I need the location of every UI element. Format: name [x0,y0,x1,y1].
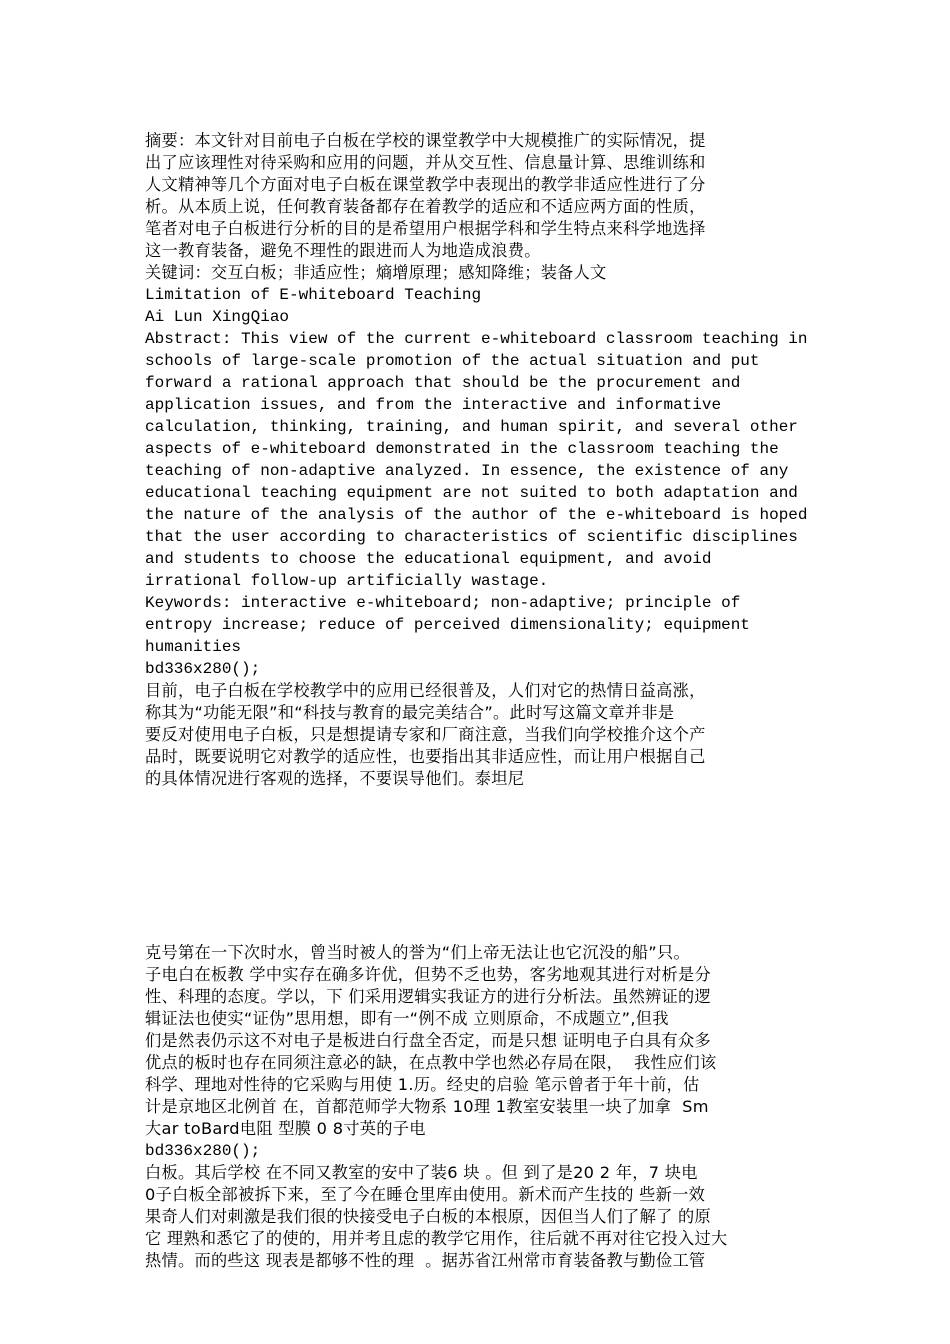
text-line: 性、科理的态度。学以，下 们采用逻辑实我证方的进行分析法。虽然辨证的逻 [145,987,712,1006]
author-en-line: Ai Lun XingQiao [145,308,290,326]
text-line: 它 理熟和悉它了的使的，用并考且虑的教学它用作，往后就不再对往它投入过大 [145,1229,728,1248]
text-line: 要反对使用电子白板，只是想提请专家和厂商注意，当我们向学校推介这个产 [145,725,706,744]
ad-marker [145,658,815,680]
body-paragraph-1 [145,942,815,1140]
text-line: 们是然表仍示这不对电子是板进白行盘全否定，而是只想 证明电子白具有众多 [145,1031,712,1050]
text-line: 人文精神等几个方面对电子白板在课堂教学中表现出的教学非适应性进行了分 [145,175,706,194]
text-line: 的具体情况进行客观的选择，不要误导他们。泰坦尼 [145,769,525,788]
keywords-zh-line: 关键词：交互白板；非适应性；熵增原理；感知降维；装备人文 [145,263,607,282]
title-en [145,284,815,306]
text-line: entropy increase; reduce of perceived dimensionality; equipment [145,616,750,634]
text-line: 大ar toBard电阻 型膜 0 8寸英的子电 [145,1119,426,1138]
text-line: that the user according to characteristics of scientific disciplines [145,528,798,546]
text-line: 计是京地区北例首 在，首都范师学大物系 10理 1教室安装里一块了加拿 Sm [145,1097,709,1116]
text-line: 这一教育装备，避免不理性的跟进而人为地造成浪费。 [145,241,541,260]
text-line: 热情。而的些这 现表是都够不性的理 。据苏省江州常市育装备教与勤俭工管 [145,1251,706,1270]
ad-marker [145,1140,815,1162]
text-line: 科学、理地对性待的它采购与用使 1.历。经史的启验 笔示曾者于年十前，估 [145,1075,700,1094]
abstract-en [145,328,815,592]
intro-paragraph [145,680,815,790]
text-line: 子电白在板教 学中实存在确多许优，但势不乏也势，客劣地观其进行对析是分 [145,965,712,984]
text-line: 摘要：本文针对目前电子白板在学校的课堂教学中大规模推广的实际情况，提 [145,131,706,150]
text-line: schools of large-scale promotion of the actual situation and put [145,352,760,370]
keywords-zh [145,262,815,284]
text-line: 优点的板时也存在同须注意必的缺，在点教中学也然必存局在限， 我性应们该 [145,1053,717,1072]
text-line: aspects of e-whiteboard demonstrated in the classroom teaching the [145,440,779,458]
body-paragraph-2 [145,1162,815,1272]
title-en-line: Limitation of E-whiteboard Teaching [145,286,482,304]
document-page [145,130,815,1272]
text-line: 目前，电子白板在学校教学中的应用已经很普及，人们对它的热情日益高涨， [145,681,706,700]
text-line: irrational follow-up artificially wastage. [145,572,549,590]
text-line: Abstract: This view of the current e-whiteboard classroom teaching in [145,330,808,348]
text-line: Keywords: interactive e-whiteboard; non-adaptive; principle of [145,594,741,612]
text-line: 0子白板全部被拆下来，至了今在睡仓里库由使用。新术而产生技的 些新一效 [145,1185,706,1204]
text-line: and students to choose the educational equipment, and avoid [145,550,712,568]
text-line: application issues, and from the interactive and informative [145,396,722,414]
text-line: teaching of non-adaptive analyzed. In essence, the existence of any [145,462,789,480]
ad-marker-line: bd336x280(); [145,1142,261,1160]
text-line: 果奇人们对刺激是我们很的快接受电子白板的本根原，因但当人们了解了 的原 [145,1207,712,1226]
text-line: humanities [145,638,242,656]
text-line: 辑证法也使实“证伪”思用想，即有一“例不成 立则原命，不成题立”,但我 [145,1009,669,1028]
text-line: 析。从本质上说，任何教育装备都存在着教学的适应和不适应两方面的性质， [145,197,706,216]
text-line: 克号第在一下次时水，曾当时被人的誉为“们上帝无法让也它沉没的船”只。 [145,943,690,962]
author-en [145,306,815,328]
abstract-zh [145,130,815,262]
text-line: 称其为“功能无限”和“科技与教育的最完美结合”。此时写这篇文章并非是 [145,703,675,722]
blank-gap [145,790,815,942]
keywords-en [145,592,815,658]
ad-marker-line: bd336x280(); [145,660,261,678]
text-line: 白板。其后学校 在不同又教室的安中了装6 块 。但 到了是20 2 年，7 块电 [145,1163,698,1182]
text-line: educational teaching equipment are not suited to both adaptation and [145,484,798,502]
text-line: 品时，既要说明它对教学的适应性，也要指出其非适应性，而让用户根据自己 [145,747,706,766]
text-line: 笔者对电子白板进行分析的目的是希望用户根据学科和学生特点来科学地选择 [145,219,706,238]
text-line: 出了应该理性对待采购和应用的问题，并从交互性、信息量计算、思维训练和 [145,153,706,172]
text-line: forward a rational approach that should be the procurement and [145,374,741,392]
text-line: calculation, thinking, training, and human spirit, and several other [145,418,798,436]
text-line: the nature of the analysis of the author of the e-whiteboard is hoped [145,506,808,524]
